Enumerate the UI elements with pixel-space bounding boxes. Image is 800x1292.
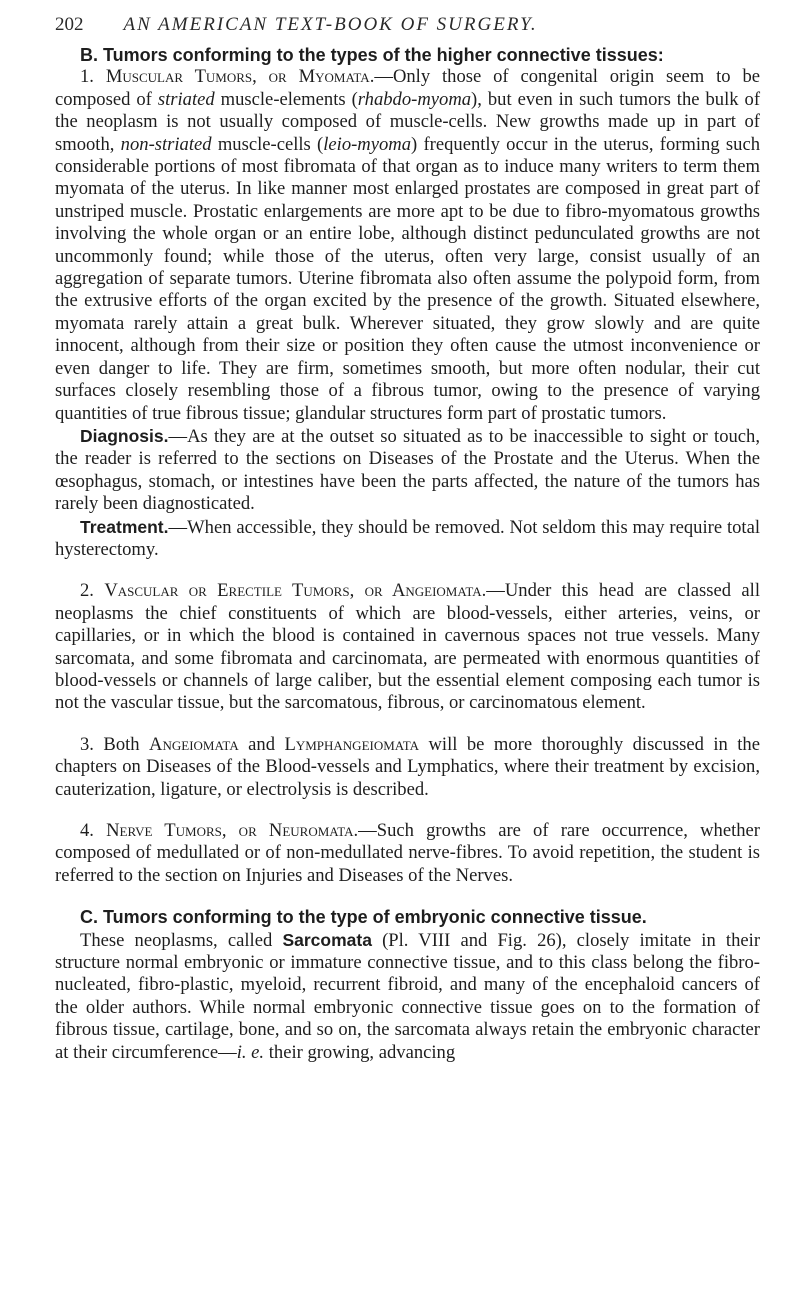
section-c-heading: C. Tumors conforming to the type of embryonic connective tissue. (80, 907, 647, 928)
text-run: will be more thoroughly discussed in the chapters on Diseases of the Blood-vessels and Lymphatics, where their treatment by excision, cauterization, ligature, or electrolysis is described. (55, 733, 760, 800)
text-run: Both (103, 733, 150, 755)
text-run: muscle-cells ( (211, 133, 324, 155)
emphasis: leio-myoma (323, 133, 412, 155)
page-body (55, 44, 760, 1064)
paragraph-nerve-tumors (55, 820, 760, 887)
item-number: 1. (80, 66, 94, 88)
item-number: 3. (80, 733, 94, 755)
emphasis: non-striated (120, 133, 212, 155)
paragraph-diagnosis (55, 425, 760, 516)
paragraph-muscular-tumors (55, 66, 760, 425)
text-run: (Pl. VIII and Fig. 26), closely imitate in their structure normal embryonic or immature connective tissue, and to this class belong the fibro-nucleated, fibro-plastic, myeloid, recurrent fibroid, and many of the encephaloid cancers of the older authors. While normal embryonic connective tissue goes on to the formation of fibrous tissue, cartilage, bone, and so on, the sarcomata always retain the embryonic character at their circumference— (55, 929, 761, 1063)
text-run: —Such growths are of rare occurrence, whether composed of medullated or of non-medullated nerve-fibres. To avoid repetition, the student is referred to the section on Injuries and Diseases of the Nerves. (55, 820, 760, 886)
term-sarcomata: Sarcomata (282, 929, 372, 950)
section-b-heading: B. Tumors conforming to the types of the higher connective tissues: (80, 45, 664, 65)
paragraph-sarcomata (55, 929, 760, 1064)
term: Angeiomata (149, 733, 239, 755)
emphasis: rhabdo-myoma (357, 88, 472, 110)
item-title: Vascular or Erectile Tumors, or Angeiomata. (104, 580, 487, 602)
text-run: their growing, advancing (264, 1041, 456, 1063)
item-title: Muscular Tumors, or Myomata. (105, 66, 375, 88)
subheading-treatment: Treatment. (80, 516, 169, 537)
item-title: Nerve Tumors, or Neuromata. (106, 820, 359, 841)
subheading-diagnosis: Diagnosis. (80, 425, 169, 446)
text-run: ), but even in such tumors the bulk of the neoplasm is not usually composed of muscle-cells. New growths made up in part of smooth, (55, 88, 761, 155)
item-number: 4. (80, 820, 94, 841)
term: Lymphangeiomata (284, 733, 420, 755)
emphasis: striated (157, 88, 215, 110)
text-run: and (238, 733, 285, 755)
paragraph-treatment (55, 516, 760, 562)
page-number: 202 (55, 14, 84, 35)
running-header (55, 14, 760, 44)
emphasis: i. e. (236, 1041, 265, 1063)
paragraph-vascular-tumors (55, 580, 760, 714)
text-run: —As they are at the outset so situated as to be inaccessible to sight or touch, the reader is referred to the sections on Diseases of the Prostate and the Uterus. When the œsophagus, stomach, or intestines have been the parts affected, the nature of the tumors has rarely been diagnosticated. (55, 425, 760, 515)
text-run: These neoplasms, called (80, 929, 283, 951)
text-run: —Under this head are classed all neoplasms the chief constituents of which are blood-vessels, either arteries, veins, or capillaries, or in which the blood is contained in cavernous spaces not true vessels. Many sarcomata, and some fibromata and carcinomata, are permeated with enormous quantities of blood-vessels or channels of large caliber, but the essential element composing each tumor is not the vascular tissue, but the sarcomatous, fibrous, or carcinomatous element. (55, 580, 761, 714)
text-run: muscle-elements ( (214, 88, 358, 110)
text-run: —When accessible, they should be removed. Not seldom this may require total hysterectomy. (55, 516, 760, 560)
item-number: 2. (80, 580, 94, 602)
text-run: —Only those of congenital origin seem to be composed of (55, 66, 761, 110)
running-title: AN AMERICAN TEXT-BOOK OF SURGERY. (123, 14, 538, 35)
paragraph-lymphangeiomata (55, 734, 760, 801)
text-run: ) frequently occur in the uterus, forming such considerable portions of most fibromata of that organ as to induce many writers to term them myomata of the uterus. In like manner most enlarged prostates are composed in great part of unstriped muscle. Prostatic enlargements are more apt to be due to fibro-myomatous growths involving the whole organ or an entire lobe, although distinct pedunculated growths are not uncommonly found; while those of the uterus, often very large, consist usually of an aggregation of separate tumors. Uterine fibromata also often assume the polypoid form, from the extrusive efforts of the organ excited by the presence of the growth. Situated elsewhere, myomata rarely attain a great bulk. Wherever situated, they grow slowly and are quite innocent, although from their size or position they often cause the utmost inconvenience or even danger to life. They are firm, sometimes smooth, but more often nodular, their cut surfaces closely resembling those of a fibrous tumor, owing to the presence of varying quantities of true fibrous tissue; glandular structures form part of prostatic tumors. (55, 133, 760, 424)
